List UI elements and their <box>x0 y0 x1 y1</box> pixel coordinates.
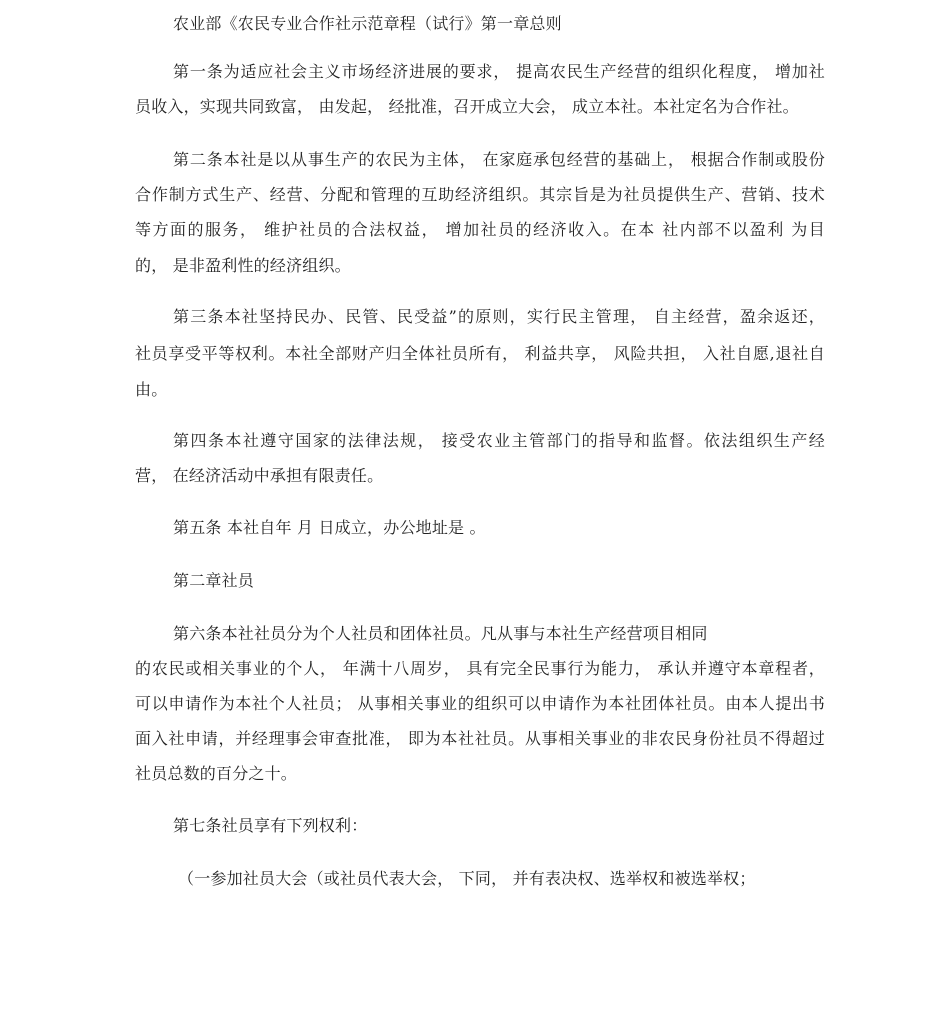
article-7: 第七条社员享有下列权利： <box>173 816 368 835</box>
article-6-line-3: 可以申请作为本社个人社员； 从事相关事业的组织可以申请作为本社团体社员。由本人提出书 <box>135 694 825 713</box>
article-6-line-5: 社员总数的百分之十。 <box>135 764 298 783</box>
article-2-line-3: 等方面的服务， 维护社员的合法权益， 增加社员的经济收入。在本 社内部不以盈利 为目 <box>135 220 825 239</box>
document-header: 农业部《农民专业合作社示范章程（试行》第一章总则 <box>173 14 562 33</box>
article-2-line-2: 合作制方式生产、经营、分配和管理的互助经济组织。其宗旨是为社员提供生产、营销、技术 <box>135 185 825 204</box>
article-3-line-3: 由。 <box>135 380 168 399</box>
article-5: 第五条 本社自年 月 日成立，办公地址是 。 <box>173 518 486 537</box>
article-6-line-2: 的农民或相关事业的个人， 年满十八周岁， 具有完全民事行为能力， 承认并遵守本章程者， <box>135 659 825 678</box>
article-2-line-4: 的， 是非盈利性的经济组织。 <box>135 256 351 275</box>
article-6-line-1: 第六条本社社员分为个人社员和团体社员。凡从事与本社生产经营项目相同 <box>173 624 708 643</box>
article-6-line-4: 面入社申请，并经理事会审查批准， 即为本社社员。从事相关事业的非农民身份社员不得超过 <box>135 729 825 748</box>
article-4-line-1: 第四条本社遵守国家的法律法规， 接受农业主管部门的指导和监督。依法组织生产经 <box>173 431 825 450</box>
article-7-item-1: （一参加社员大会（或社员代表大会， 下同， 并有表决权、选举权和被选举权； <box>178 869 756 888</box>
article-1-line-1: 第一条为适应社会主义市场经济进展的要求， 提高农民生产经营的组织化程度， 增加社 <box>173 62 825 81</box>
article-4-line-2: 营， 在经济活动中承担有限责任。 <box>135 466 384 485</box>
article-1-line-2: 员收入，实现共同致富， 由发起， 经批准，召开成立大会， 成立本社。本社定名为合作社。 <box>135 97 799 116</box>
article-2-line-1: 第二条本社是以从事生产的农民为主体， 在家庭承包经营的基础上， 根据合作制或股份 <box>173 150 825 169</box>
article-3-line-1: 第三条本社坚持民办、民管、民受益”的原则，实行民主管理， 自主经营，盈余返还， <box>173 307 825 326</box>
chapter-2-heading: 第二章社员 <box>173 571 255 590</box>
article-3-line-2: 社员享受平等权利。本社全部财产归全体社员所有， 利益共享， 风险共担， 入社自愿,退社自 <box>135 344 825 363</box>
